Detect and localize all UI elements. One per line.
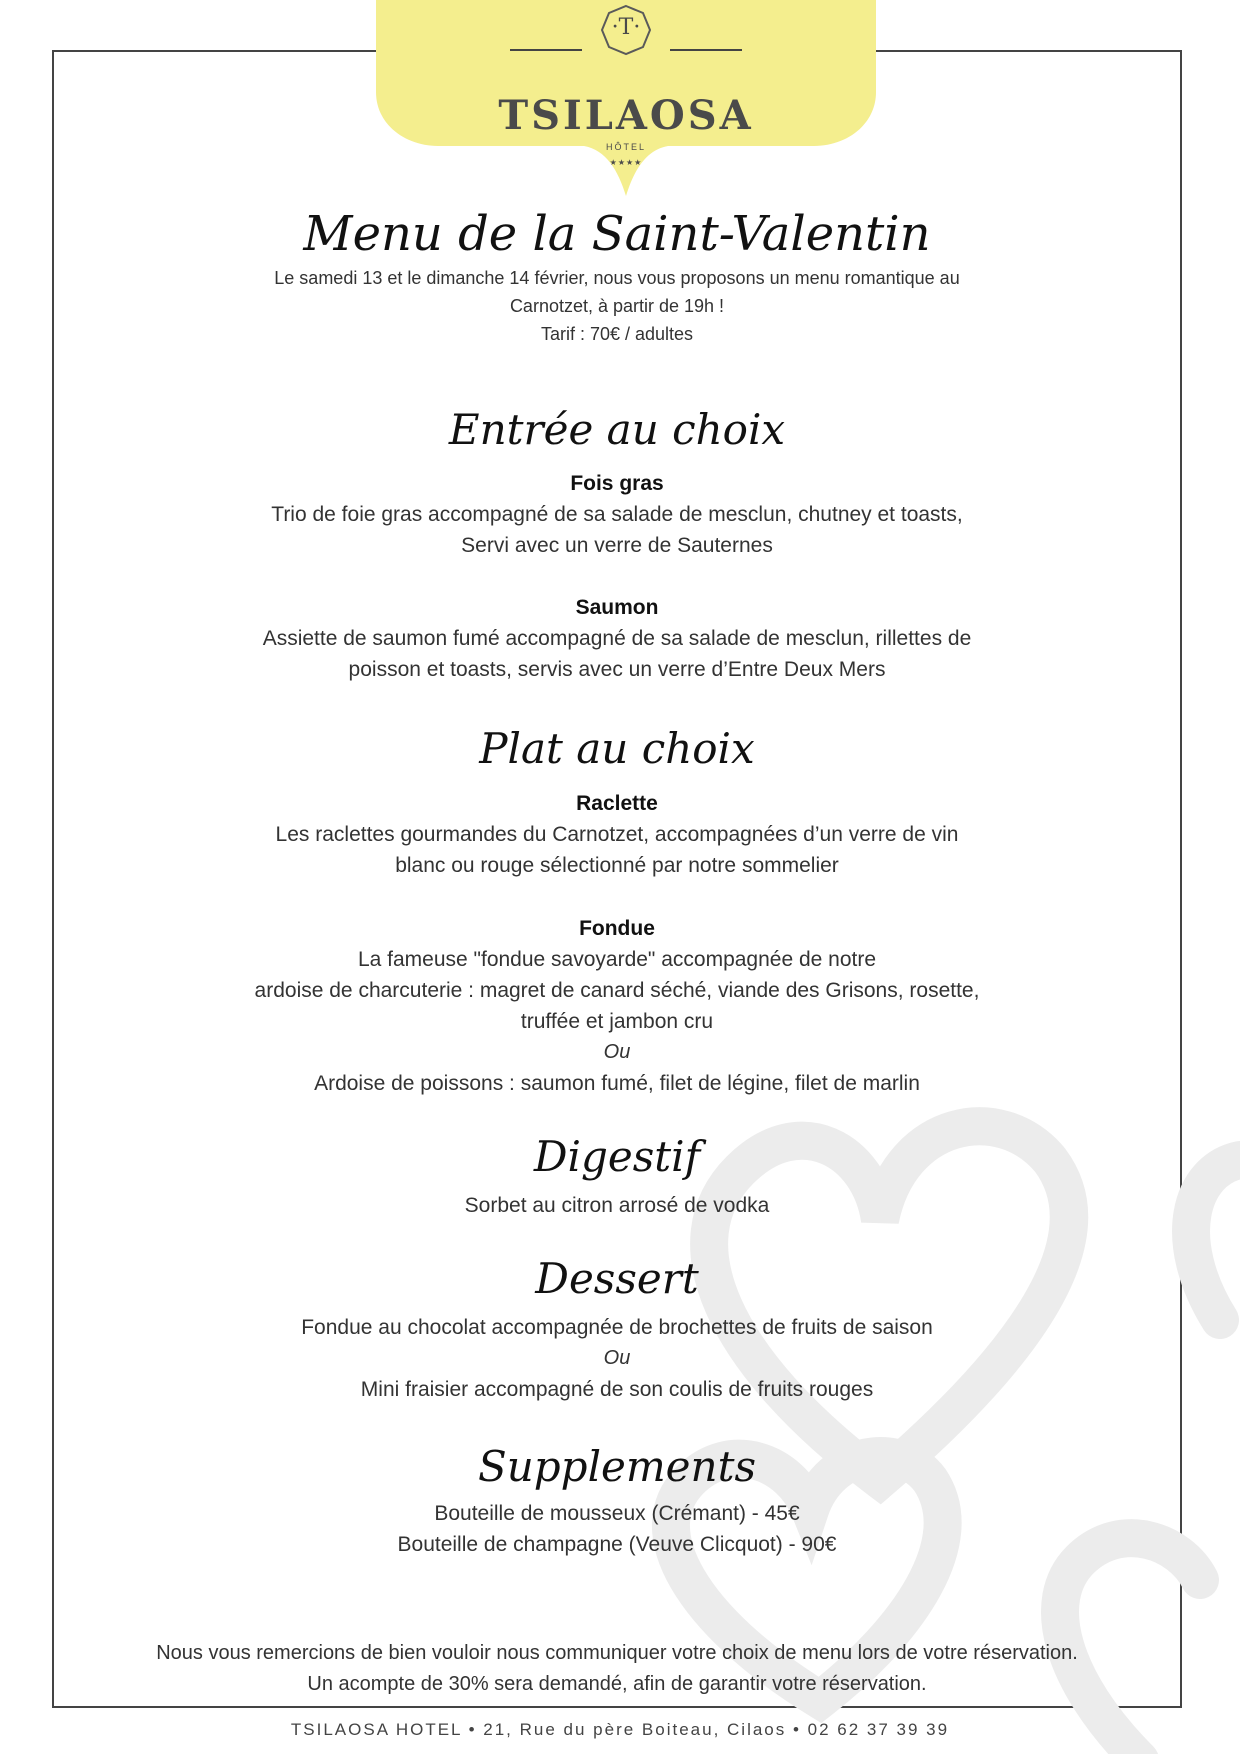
dish-saumon-name: Saumon [575, 596, 659, 619]
hotel-name: TSILAOSA [498, 92, 754, 139]
footer-address: TSILAOSA HOTEL • 21, Rue du père Boiteau, Cilaos • 02 62 37 39 39 [290, 1720, 950, 1739]
supplement-champagne: Bouteille de champagne (Veuve Clicquot) - 90€ [397, 1533, 837, 1556]
logo-letter: ·T· [611, 15, 641, 40]
closing-line-2: Un acompte de 30% sera demandé, afin de garantir votre réservation. [307, 1673, 927, 1695]
dish-fondue-desc-1: La fameuse "fondue savoyarde" accompagnée de notre [357, 948, 877, 971]
digestif-desc: Sorbet au citron arrosé de vodka [464, 1194, 770, 1217]
closing-line-1: Nous vous remercions de bien vouloir nous communiquer votre choix de menu lors de votre réservation. [156, 1642, 1078, 1664]
menu-title: Menu de la Saint-Valentin [303, 206, 931, 262]
hotel-subtitle: HÔTEL [605, 142, 646, 152]
plat-heading: Plat au choix [479, 724, 755, 773]
supplement-cremant: Bouteille de mousseux (Crémant) - 45€ [434, 1502, 800, 1525]
dessert-or: Ou [603, 1347, 631, 1369]
intro-line-1: Le samedi 13 et le dimanche 14 février, nous vous proposons un menu romantique au [274, 268, 960, 288]
dish-fondue-desc-3: truffée et jambon cru [520, 1010, 714, 1033]
dish-saumon-desc-2: poisson et toasts, servis avec un verre d’Entre Deux Mers [348, 658, 886, 681]
dish-foie-gras-name: Fois gras [570, 472, 664, 495]
dish-fondue-desc-2: ardoise de charcuterie : magret de canard séché, viande des Grisons, rosette, [254, 979, 980, 1002]
dish-raclette-name: Raclette [576, 792, 658, 815]
intro-tarif: Tarif : 70€ / adultes [540, 324, 694, 344]
dish-foie-gras-desc-1: Trio de foie gras accompagné de sa salade de mesclun, chutney et toasts, [271, 503, 963, 526]
entree-heading: Entrée au choix [448, 405, 786, 454]
dish-raclette-desc-1: Les raclettes gourmandes du Carnotzet, accompagnées d’un verre de vin [275, 823, 959, 846]
dish-fondue-desc-4: Ardoise de poissons : saumon fumé, filet de légine, filet de marlin [314, 1072, 920, 1095]
hotel-stars: ★★★★ [609, 158, 643, 167]
dessert-desc-2: Mini fraisier accompagné de son coulis de fruits rouges [360, 1378, 874, 1401]
dish-fondue-or: Ou [603, 1041, 631, 1063]
supplements-heading: Supplements [477, 1442, 757, 1491]
intro-line-2: Carnotzet, à partir de 19h ! [509, 296, 725, 316]
dessert-desc-1: Fondue au chocolat accompagnée de brochettes de fruits de saison [301, 1316, 933, 1339]
dish-fondue-name: Fondue [579, 917, 655, 940]
dish-raclette-desc-2: blanc ou rouge sélectionné par notre sommelier [395, 854, 839, 877]
digestif-heading: Digestif [533, 1132, 701, 1181]
dish-foie-gras-desc-2: Servi avec un verre de Sauternes [461, 534, 773, 557]
dish-saumon-desc-1: Assiette de saumon fumé accompagné de sa salade de mesclun, rillettes de [262, 627, 972, 650]
dessert-heading: Dessert [535, 1254, 699, 1303]
